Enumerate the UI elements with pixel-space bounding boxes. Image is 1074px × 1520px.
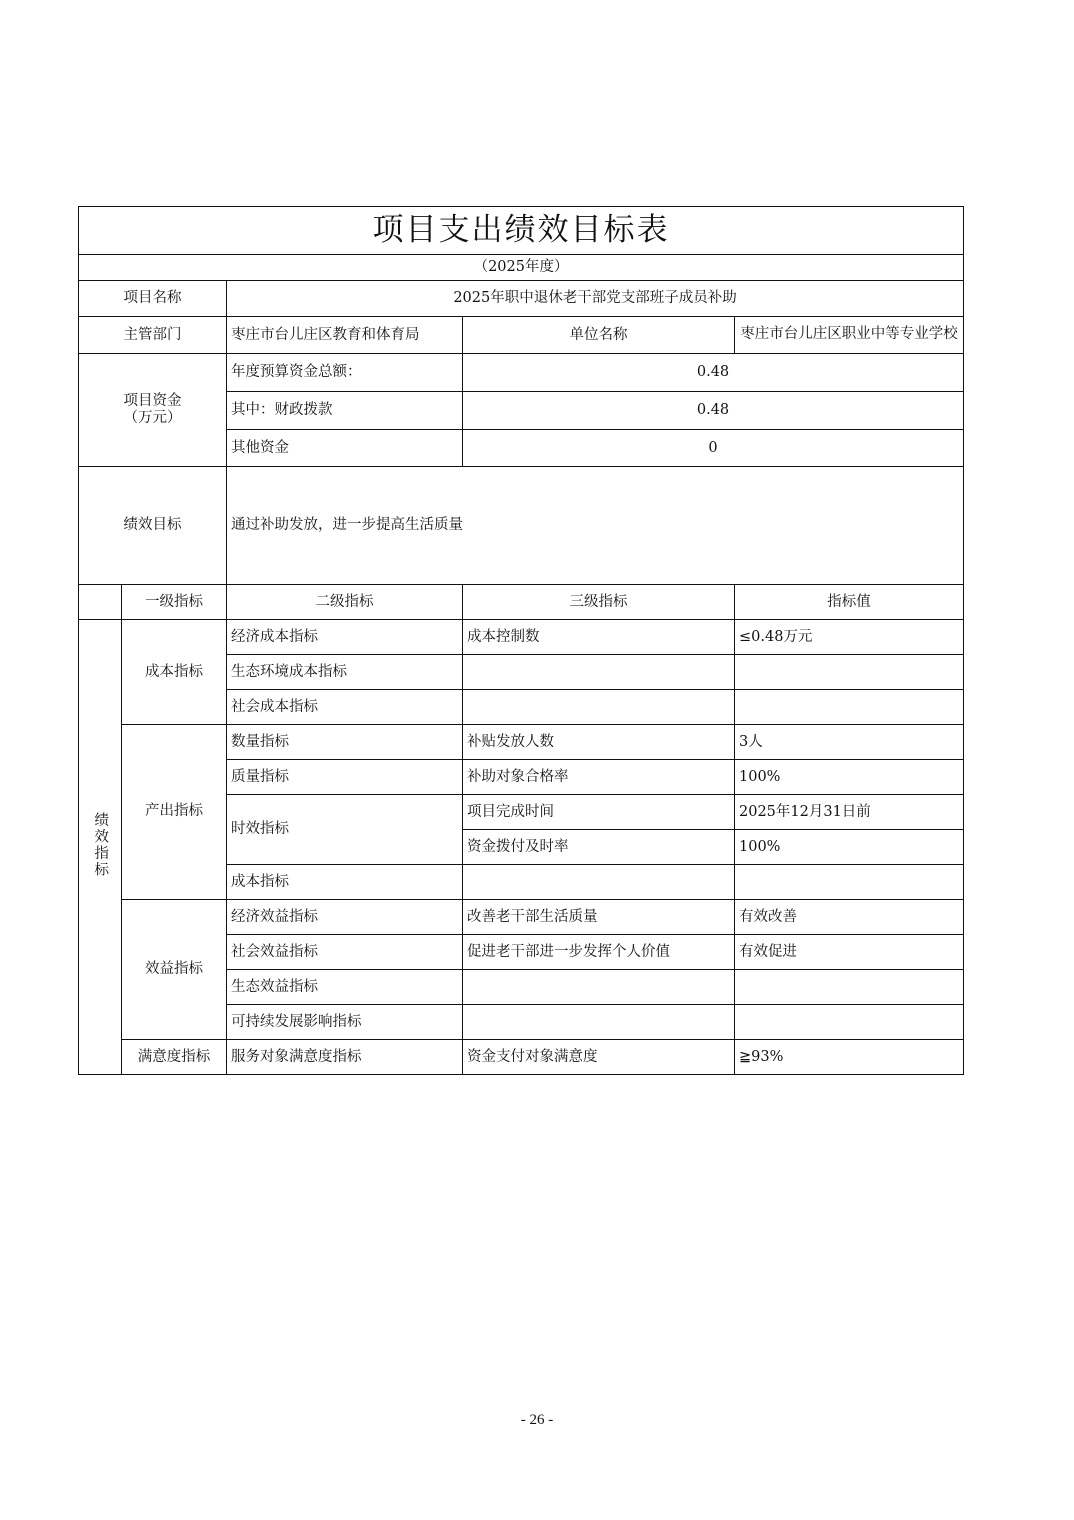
unit-value: 枣庄市台儿庄区职业中等专业学校 — [735, 317, 964, 354]
cost-value — [735, 655, 964, 690]
benefit-l3: 促进老干部进一步发挥个人价值 — [463, 935, 735, 970]
funds-other-label: 其他资金 — [227, 430, 463, 467]
output-value — [735, 865, 964, 900]
project-name-value: 2025年职中退休老干部党支部班子成员补助 — [227, 281, 964, 317]
year-label: （2025年度） — [79, 255, 964, 281]
funds-fiscal-label: 其中：财政拨款 — [227, 392, 463, 430]
benefit-l2: 社会效益指标 — [227, 935, 463, 970]
benefit-l3: 改善老干部生活质量 — [463, 900, 735, 935]
benefit-value — [735, 1005, 964, 1040]
cost-group-label: 成本指标 — [122, 620, 227, 725]
satisfaction-group-label: 满意度指标 — [122, 1040, 227, 1075]
header-blank — [79, 585, 122, 620]
output-value: 100% — [735, 830, 964, 865]
goal-label: 绩效目标 — [79, 467, 227, 585]
header-level1: 一级指标 — [122, 585, 227, 620]
cost-l2: 经济成本指标 — [227, 620, 463, 655]
funds-label-line2: （万元） — [123, 410, 182, 426]
project-name-label: 项目名称 — [79, 281, 227, 317]
benefit-value: 有效促进 — [735, 935, 964, 970]
header-level3: 三级指标 — [463, 585, 735, 620]
output-l2: 质量指标 — [227, 760, 463, 795]
dept-value: 枣庄市台儿庄区教育和体育局 — [227, 317, 463, 354]
cost-l3 — [463, 690, 735, 725]
output-l3: 补贴发放人数 — [463, 725, 735, 760]
output-value: 3人 — [735, 725, 964, 760]
funds-label — [79, 354, 227, 467]
output-l2: 成本指标 — [227, 865, 463, 900]
header-level2: 二级指标 — [227, 585, 463, 620]
benefit-group-label: 效益指标 — [122, 900, 227, 1040]
cost-l3: 成本控制数 — [463, 620, 735, 655]
performance-target-table — [78, 206, 964, 1075]
funds-other-value: 0 — [463, 430, 964, 467]
perf-indicator-label — [79, 620, 122, 1075]
output-l3 — [463, 865, 735, 900]
unit-label: 单位名称 — [463, 317, 735, 354]
funds-fiscal-value: 0.48 — [463, 392, 964, 430]
benefit-value — [735, 970, 964, 1005]
output-l3: 项目完成时间 — [463, 795, 735, 830]
output-group-label: 产出指标 — [122, 725, 227, 900]
perf-indicator-text: 绩效指标 — [92, 811, 109, 878]
benefit-l3 — [463, 1005, 735, 1040]
benefit-l2: 可持续发展影响指标 — [227, 1005, 463, 1040]
funds-label-line1: 项目资金 — [123, 393, 182, 410]
header-value: 指标值 — [735, 585, 964, 620]
satisfaction-value: ≧93% — [735, 1040, 964, 1075]
benefit-l2: 生态效益指标 — [227, 970, 463, 1005]
cost-l2: 社会成本指标 — [227, 690, 463, 725]
funds-total-label: 年度预算资金总额： — [227, 354, 463, 392]
cost-value — [735, 690, 964, 725]
table-title: 项目支出绩效目标表 — [79, 207, 964, 255]
page-number: - 26 - — [520, 1412, 554, 1428]
output-l3: 资金拨付及时率 — [463, 830, 735, 865]
output-value: 100% — [735, 760, 964, 795]
satisfaction-l2: 服务对象满意度指标 — [227, 1040, 463, 1075]
goal-value: 通过补助发放，进一步提高生活质量 — [227, 467, 964, 585]
cost-l2: 生态环境成本指标 — [227, 655, 463, 690]
output-l3: 补助对象合格率 — [463, 760, 735, 795]
dept-label: 主管部门 — [79, 317, 227, 354]
benefit-value: 有效改善 — [735, 900, 964, 935]
output-l2-time: 时效指标 — [227, 795, 463, 865]
cost-l3 — [463, 655, 735, 690]
funds-total-value: 0.48 — [463, 354, 964, 392]
output-value: 2025年12月31日前 — [735, 795, 964, 830]
benefit-l3 — [463, 970, 735, 1005]
satisfaction-l3: 资金支付对象满意度 — [463, 1040, 735, 1075]
benefit-l2: 经济效益指标 — [227, 900, 463, 935]
output-l2: 数量指标 — [227, 725, 463, 760]
cost-value: ≤0.48万元 — [735, 620, 964, 655]
